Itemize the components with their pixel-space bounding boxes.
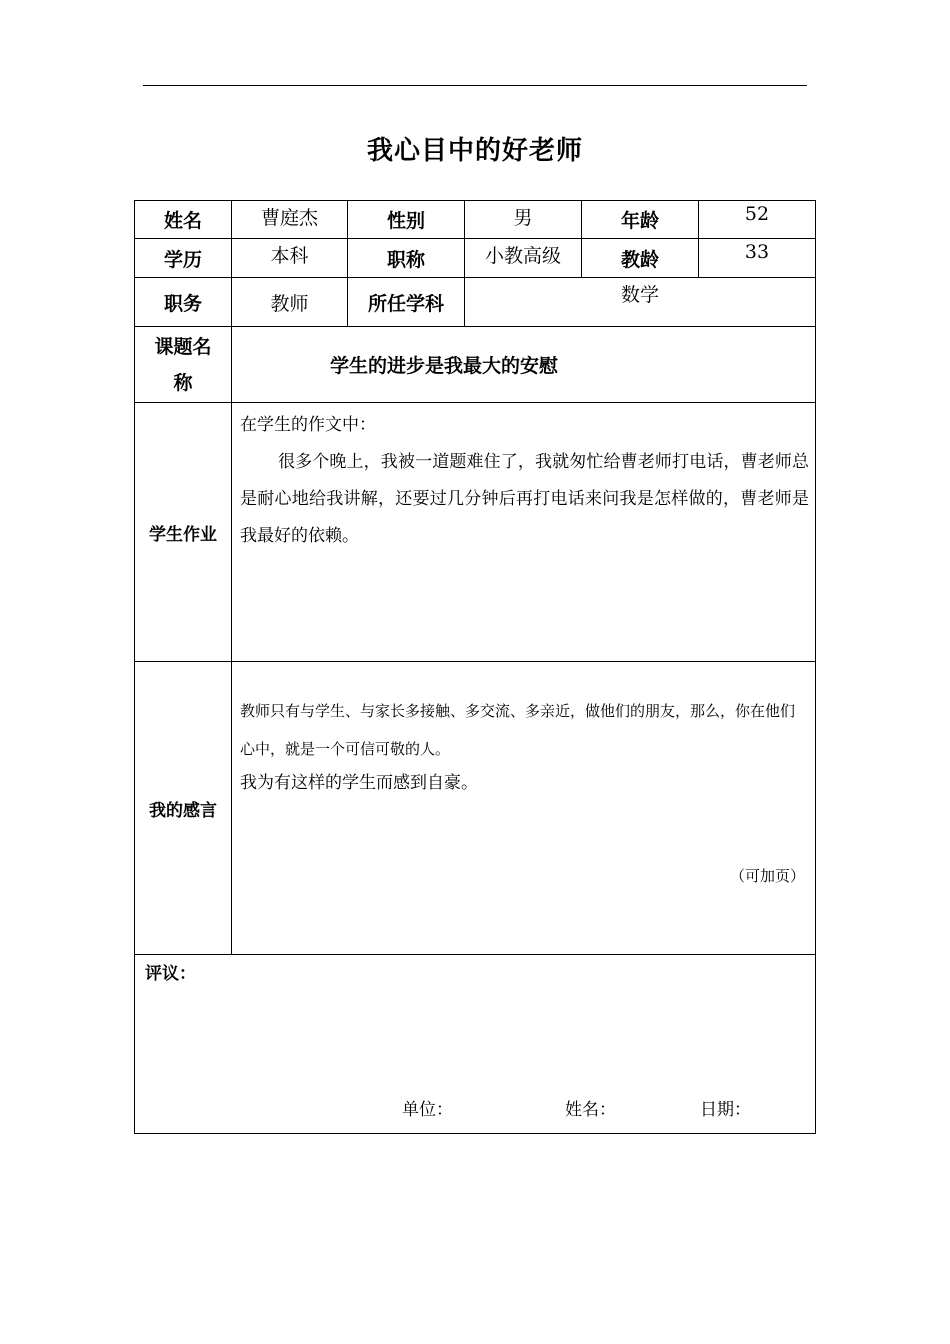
signature-name-label: 姓名： xyxy=(565,1100,616,1120)
teacher-form-table xyxy=(134,200,816,1134)
gender-label: 性别 xyxy=(348,201,465,239)
header-rule xyxy=(143,85,807,86)
add-page-note: （可加页） xyxy=(729,867,805,885)
education-value: 本科 xyxy=(232,239,348,278)
form-row-topic xyxy=(135,327,816,403)
form-row-comment xyxy=(135,955,816,1134)
homework-label: 学生作业 xyxy=(135,403,232,662)
name-value: 曹庭杰 xyxy=(232,201,348,239)
homework-content xyxy=(232,403,816,662)
form-row-education xyxy=(135,239,816,278)
reflection-content xyxy=(232,662,816,955)
topic-label xyxy=(135,327,232,403)
age-value: 52 xyxy=(699,201,816,239)
education-label: 学历 xyxy=(135,239,232,278)
position-label: 职务 xyxy=(135,278,232,327)
homework-intro: 在学生的作文中： xyxy=(240,415,376,435)
form-row-reflection xyxy=(135,662,816,955)
teaching-years-label: 教龄 xyxy=(582,239,699,278)
unit-label: 单位： xyxy=(402,1100,453,1120)
homework-body: 很多个晚上，我被一道题难住了，我就匆忙给曹老师打电话，曹老师总是耐心地给我讲解，还要过几分钟后再打电话来问我是怎样做的，曹老师是我最好的依赖。 xyxy=(240,452,809,546)
comment-cell xyxy=(135,955,816,1134)
form-row-basic xyxy=(135,201,816,239)
rank-value: 小教高级 xyxy=(465,239,582,278)
reflection-paragraph-1: 教师只有与学生、与家长多接触、多交流、多亲近，做他们的朋友，那么，你在他们心中，就是一个可信可敬的人。 xyxy=(240,702,796,758)
reflection-paragraph-2: 我为有这样的学生而感到自豪。 xyxy=(240,773,478,793)
reflection-label: 我的感言 xyxy=(135,662,232,955)
age-label: 年龄 xyxy=(582,201,699,239)
subject-label: 所任学科 xyxy=(348,278,465,327)
comment-label: 评议： xyxy=(145,964,196,984)
topic-value: 学生的进步是我最大的安慰 xyxy=(232,327,816,403)
rank-label: 职称 xyxy=(348,239,465,278)
form-row-homework xyxy=(135,403,816,662)
teaching-years-value: 33 xyxy=(699,239,816,278)
name-label: 姓名 xyxy=(135,201,232,239)
date-label: 日期： xyxy=(700,1100,751,1120)
page-title: 我心目中的好老师 xyxy=(366,136,583,166)
position-value: 教师 xyxy=(232,278,348,327)
topic-label-line1: 课题名 xyxy=(154,335,212,358)
form-row-position xyxy=(135,278,816,327)
subject-value: 数学 xyxy=(465,278,816,327)
topic-label-line2: 称 xyxy=(173,371,193,394)
gender-value: 男 xyxy=(465,201,582,239)
